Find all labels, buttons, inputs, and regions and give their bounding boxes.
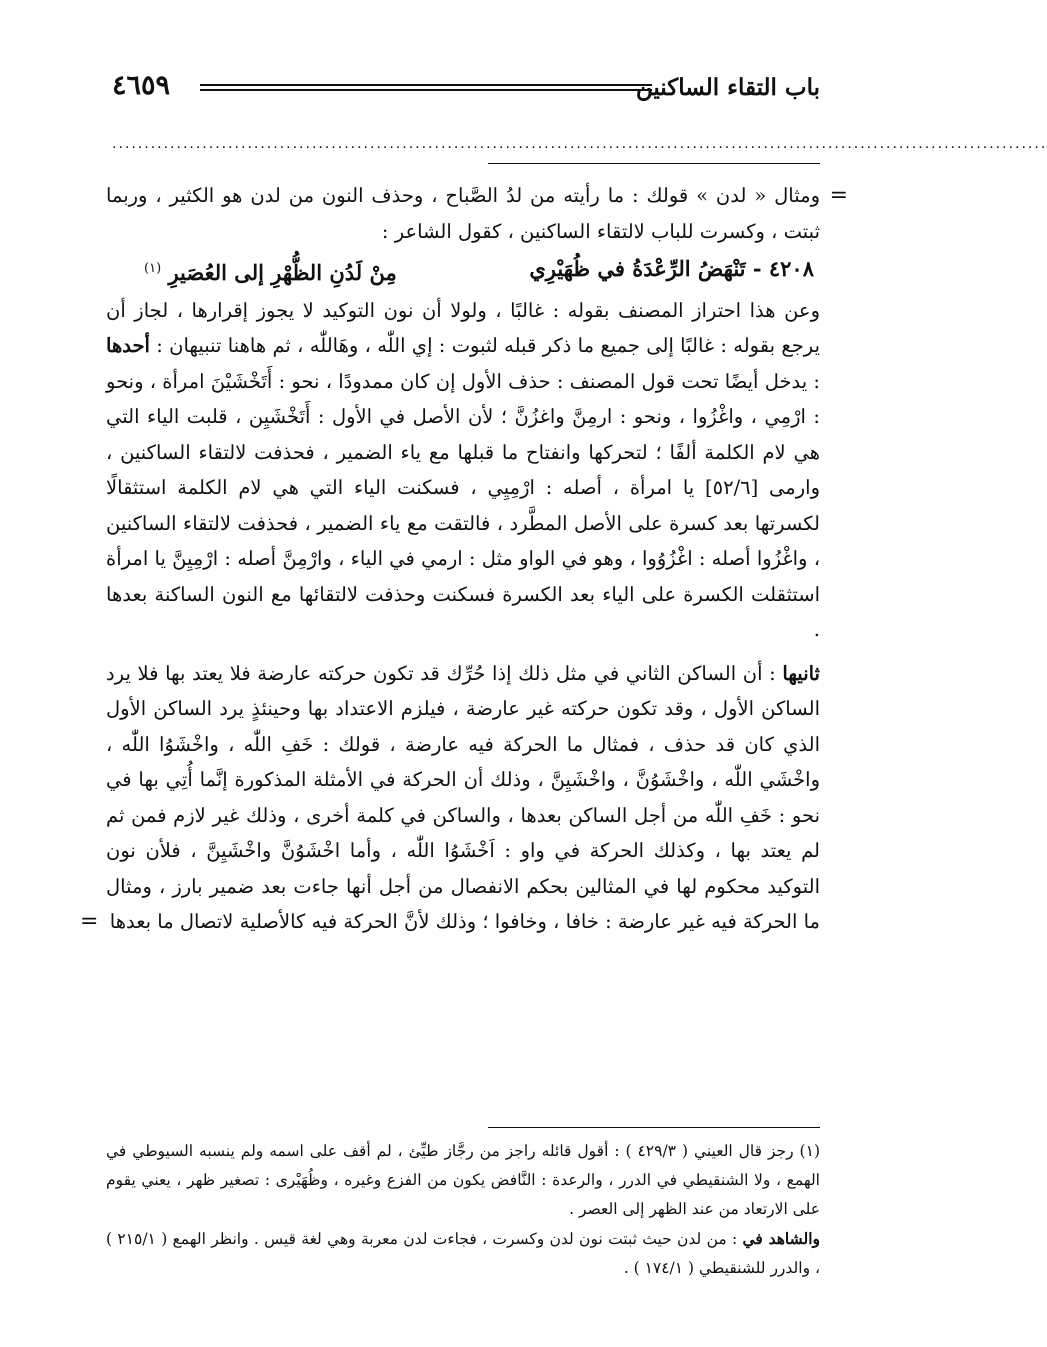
verse-number: ٤٢٠٨ - [752, 256, 814, 281]
paragraph-notes: وعن هذا احتراز المصنف بقوله : غالبًا ، ولولا أن نون التوكيد لا يجوز إقرارها ، لجاز أن يرجع بقوله : غالبًا إلى جميع ما ذكر قبله لثبوت : إي اللّٰه ، وهَاللّٰه ، ثم هاهنا تنبيهان : أحدها : يدخل أيضًا تحت قول المصنف : حذف الأول إن كان ممدودًا ، نحو : أَتَخْشَيْنَ امرأة ، ونحو : ارْمِي ، واغْزُوا ، ونحو : ارمِنَّ واغزُنَّ ؛ لأن الأصل في الأول : أَتَخْشَيِن ، قلبت الياء التي هي لام الكلمة ألفًا ؛ لتحركها وانفتاح ما قبلها مع ياء الضمير ، فحذفت لالتقاء الساكنين ، وارمى [٥٢/٦] يا امرأة ، أصله : ارْمِيِي ، فسكنت الياء التي هي لام الكلمة استثقالًا لكسرتها بعد كسرة على الأصل المطَّرد ، فالتقت مع ياء الضمير ، فحذفت لالتقاء الساكنين ، واغْزُوا أصله : اغْزُوُوا ، وهو في الواو مثل : ارمي في الياء ، وارْمِنَّ أصله : ارْمِيِنَّ يا امرأة استثقلت الكسرة على الياء بعد الكسرة فسكنت وحذفت لالتقائها مع النون الساكنة بعدها . [106, 298, 820, 641]
main-text [80, 178, 848, 940]
header-double-rule [200, 84, 652, 91]
bold-term-second: ثانيها [782, 661, 820, 685]
paragraph-second-note: ثانيها : أن الساكن الثاني في مثل ذلك إذا حُرِّك قد تكون حركته عارضة فلا يعتد بها فلا يرد الساكن الأول ، وقد تكون حركته غير عارضة ، فيلزم الاعتداد بها وحينئذٍ يرد الساكن الأول الذي كان قد حذف ، فمثال ما الحركة فيه عارضة ، قولك : خَفِ اللّٰه ، واخْشَوُا اللّٰه ، واخْشَي اللّٰه ، واخْشَوُنَّ ، واخْشَيِنَّ ، وذلك أن الحركة في الأمثلة المذكورة إنَّما أُتِي بها في نحو : خَفِ اللّٰه من أجل الساكن بعدها ، والساكن في كلمة أخرى ، وذلك غير لازم فمن ثم لم يعتد بها ، وكذلك الحركة في واو : اَخْشَوُا اللّٰه ، وأما اخْشَوُنَّ واخْشَيِنَّ ، فلأن نون التوكيد محكوم لها في المثالين بحكم الانفصال من أجل أنها جاءت بعد ضمير بارز ، ومثال ما الحركة فيه غير عارضة : خافا ، وخافوا ؛ وذلك لأنَّ الحركة فيه كالأصلية لاتصال ما بعدها = [106, 656, 820, 940]
footnote-separator-rule [488, 1127, 820, 1128]
verse-second-hemistich: مِنْ لَدُنِ الظُّهْرِ إلى العُصَيرِ $^{(١)}$ [144, 260, 397, 285]
bold-term-first: أحدها [106, 334, 150, 357]
footnote-bold-term: والشاهد في [742, 1229, 820, 1248]
footnote-2: والشاهد في : من لدن حيث ثبتت نون لدن وكسرت ، فجاءت لدن معربة وهي لغة قيس . وانظر الهمع ( ٢١٥/١ ) ، والدرر للشنقيطي ( ١٧٤/١ ) . [106, 1229, 820, 1277]
running-header [112, 68, 820, 108]
poetry-verse [106, 251, 820, 291]
text-separator-rule [488, 163, 820, 164]
chapter-title: باب التقاء الساكنين [635, 74, 820, 101]
footnote-1: (١) رجز قال العيني ( ٤٢٩/٣ ) : أقول قائله راجز من رجَّاز طيِّئ ، لم أقف على اسمه ولم ينسبه السيوطي في الهمع ، ولا الشنقيطي في الدرر ، والرعدة : النَّافض يكون من الفزع وغيره ، وظُهَيْرى : تصغير ظهر ، يعني يقوم على الارتعاد من عند الظهر إلى العصر . [106, 1142, 820, 1218]
footnotes [106, 1137, 820, 1283]
dotted-separator: ................................................................................................................................................. [112, 136, 1047, 152]
continuation-mark: = [829, 183, 848, 208]
page-number: ٤٦٥٩ [112, 70, 171, 101]
paragraph-continuation: = ومثال « لدن » قولك : ما رأيته من لدُ الصَّباح ، وحذف النون من لدن هو الكثير ، وربما ثبتت ، وكسرت للباب لالتقاء الساكنين ، كقول الشاعر : [106, 178, 820, 249]
footnote-ref: (١) [144, 261, 162, 276]
continuation-mark-end: = [80, 909, 99, 934]
verse-first-hemistich: ٤٢٠٨ - تَنْهَضُ الرِّعْدَةُ في ظُهَيْرِي [529, 256, 814, 281]
